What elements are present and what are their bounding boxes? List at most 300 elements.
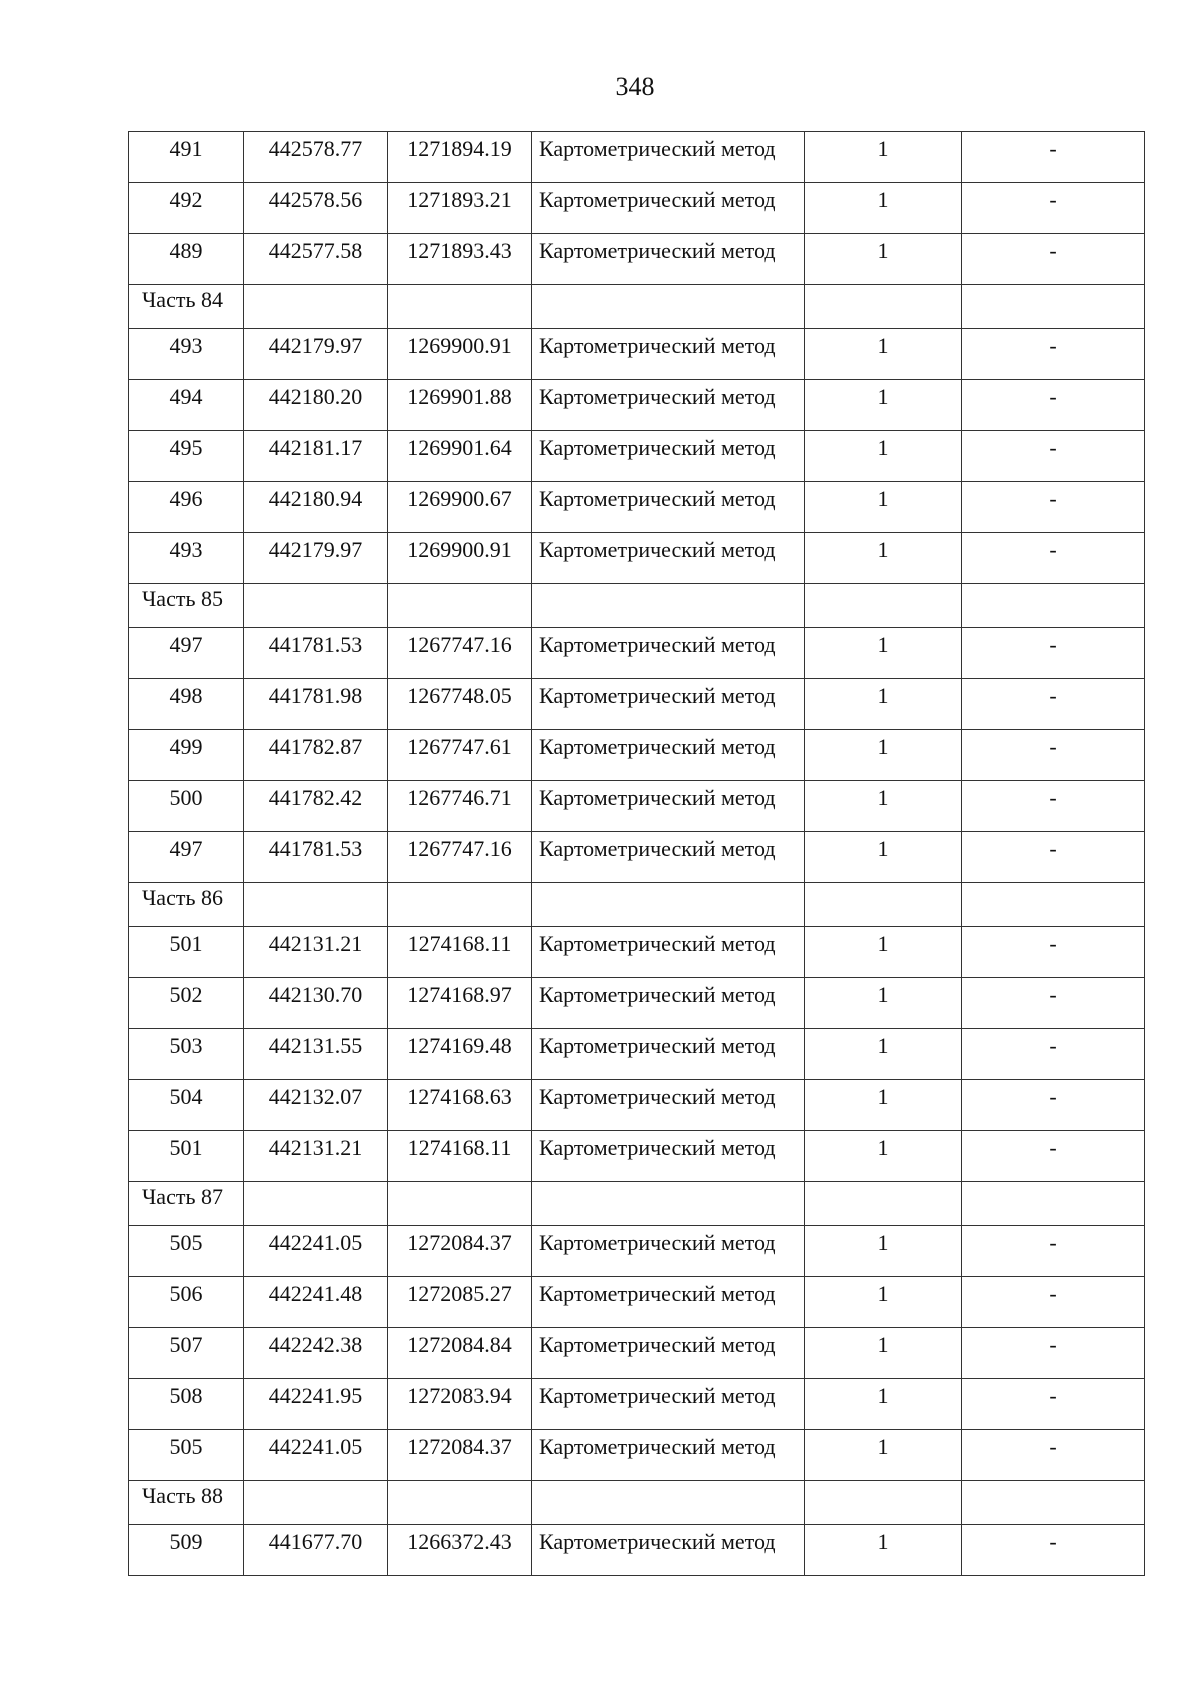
point-number-cell <box>129 1430 244 1481</box>
empty-cell <box>388 1481 532 1525</box>
x-coordinate-cell <box>244 329 388 380</box>
y-coordinate-cell <box>388 234 532 285</box>
y-coordinate-text: 1272084.37 <box>407 1230 512 1255</box>
table-body <box>129 132 1145 1576</box>
y-coordinate-cell <box>388 978 532 1029</box>
method-text: Картометрический метод <box>539 384 776 409</box>
accuracy-text: 1 <box>877 683 889 708</box>
method-cell <box>532 431 805 482</box>
y-coordinate-text: 1274168.11 <box>407 1135 512 1160</box>
page-number: 348 <box>615 72 655 101</box>
accuracy-cell <box>805 1379 962 1430</box>
y-coordinate-text: 1271893.43 <box>407 238 512 263</box>
empty-cell <box>962 285 1145 329</box>
point-number-cell <box>129 1226 244 1277</box>
method-cell <box>532 978 805 1029</box>
note-text: - <box>1049 836 1057 861</box>
accuracy-text: 1 <box>877 435 889 460</box>
empty-cell <box>244 584 388 628</box>
y-coordinate-cell <box>388 1379 532 1430</box>
x-coordinate-cell <box>244 1277 388 1328</box>
table-row <box>129 482 1145 533</box>
note-cell <box>962 1430 1145 1481</box>
accuracy-text: 1 <box>877 1230 889 1255</box>
x-coordinate-text: 442132.07 <box>268 1084 363 1109</box>
empty-cell <box>532 1182 805 1226</box>
x-coordinate-cell <box>244 927 388 978</box>
empty-cell <box>532 883 805 927</box>
empty-cell <box>388 883 532 927</box>
y-coordinate-text: 1267748.05 <box>407 683 512 708</box>
method-text: Картометрический метод <box>539 486 776 511</box>
accuracy-cell <box>805 1226 962 1277</box>
coordinates-table <box>128 131 1145 1576</box>
method-cell <box>532 730 805 781</box>
note-cell <box>962 132 1145 183</box>
point-number-cell <box>129 132 244 183</box>
y-coordinate-cell <box>388 1277 532 1328</box>
accuracy-text: 1 <box>877 982 889 1007</box>
accuracy-cell <box>805 329 962 380</box>
method-text: Картометрический метод <box>539 683 776 708</box>
note-text: - <box>1049 1230 1057 1255</box>
method-text: Картометрический метод <box>539 785 776 810</box>
x-coordinate-text: 442241.48 <box>268 1281 363 1306</box>
x-coordinate-text: 442179.97 <box>268 537 363 562</box>
method-cell <box>532 1430 805 1481</box>
point-number-cell <box>129 329 244 380</box>
y-coordinate-cell <box>388 927 532 978</box>
method-cell <box>532 781 805 832</box>
x-coordinate-cell <box>244 533 388 584</box>
empty-cell <box>962 883 1145 927</box>
x-coordinate-text: 442131.21 <box>268 1135 363 1160</box>
note-cell <box>962 1328 1145 1379</box>
note-text: - <box>1049 1383 1057 1408</box>
point-number-text: 498 <box>169 683 203 708</box>
x-coordinate-cell <box>244 832 388 883</box>
method-text: Картометрический метод <box>539 187 776 212</box>
method-cell <box>532 1080 805 1131</box>
note-cell <box>962 183 1145 234</box>
note-text: - <box>1049 1332 1057 1357</box>
table-row <box>129 234 1145 285</box>
point-number-cell <box>129 234 244 285</box>
x-coordinate-cell <box>244 431 388 482</box>
point-number-text: 495 <box>169 435 203 460</box>
note-text: - <box>1049 1084 1057 1109</box>
y-coordinate-cell <box>388 781 532 832</box>
accuracy-text: 1 <box>877 1281 889 1306</box>
note-cell <box>962 482 1145 533</box>
part-label-cell <box>129 285 244 329</box>
empty-cell <box>805 285 962 329</box>
accuracy-cell <box>805 978 962 1029</box>
method-cell <box>532 1277 805 1328</box>
note-text: - <box>1049 982 1057 1007</box>
y-coordinate-text: 1272084.37 <box>407 1434 512 1459</box>
point-number-cell <box>129 431 244 482</box>
method-text: Картометрический метод <box>539 1434 776 1459</box>
table-row <box>129 329 1145 380</box>
table-row <box>129 533 1145 584</box>
point-number-text: 507 <box>169 1332 203 1357</box>
accuracy-cell <box>805 132 962 183</box>
part-header-row <box>129 584 1145 628</box>
accuracy-text: 1 <box>877 1332 889 1357</box>
x-coordinate-cell <box>244 1131 388 1182</box>
x-coordinate-cell <box>244 1430 388 1481</box>
y-coordinate-text: 1274168.11 <box>407 931 512 956</box>
note-text: - <box>1049 1135 1057 1160</box>
y-coordinate-cell <box>388 1226 532 1277</box>
empty-cell <box>532 584 805 628</box>
point-number-text: 497 <box>169 836 203 861</box>
accuracy-text: 1 <box>877 1529 889 1554</box>
point-number-cell <box>129 1029 244 1080</box>
note-cell <box>962 1029 1145 1080</box>
empty-cell <box>244 1182 388 1226</box>
table-row <box>129 1226 1145 1277</box>
table-row <box>129 781 1145 832</box>
note-cell <box>962 234 1145 285</box>
x-coordinate-text: 442179.97 <box>268 333 363 358</box>
table-row <box>129 679 1145 730</box>
method-cell <box>532 927 805 978</box>
x-coordinate-text: 442180.20 <box>268 384 363 409</box>
y-coordinate-cell <box>388 1080 532 1131</box>
method-text: Картометрический метод <box>539 982 776 1007</box>
y-coordinate-text: 1271893.21 <box>407 187 512 212</box>
accuracy-text: 1 <box>877 537 889 562</box>
x-coordinate-cell <box>244 380 388 431</box>
y-coordinate-cell <box>388 679 532 730</box>
point-number-cell <box>129 978 244 1029</box>
x-coordinate-text: 442242.38 <box>268 1332 363 1357</box>
y-coordinate-cell <box>388 329 532 380</box>
x-coordinate-cell <box>244 1328 388 1379</box>
accuracy-text: 1 <box>877 632 889 657</box>
note-text: - <box>1049 785 1057 810</box>
empty-cell <box>805 1481 962 1525</box>
y-coordinate-text: 1272085.27 <box>407 1281 512 1306</box>
part-label-cell <box>129 1481 244 1525</box>
note-cell <box>962 1277 1145 1328</box>
point-number-cell <box>129 1328 244 1379</box>
accuracy-cell <box>805 628 962 679</box>
point-number-text: 501 <box>169 1135 203 1160</box>
x-coordinate-text: 442131.55 <box>268 1033 363 1058</box>
x-coordinate-text: 441781.53 <box>268 836 363 861</box>
x-coordinate-cell <box>244 132 388 183</box>
note-cell <box>962 679 1145 730</box>
point-number-cell <box>129 1080 244 1131</box>
empty-cell <box>532 285 805 329</box>
point-number-cell <box>129 679 244 730</box>
method-text: Картометрический метод <box>539 1135 776 1160</box>
note-text: - <box>1049 1434 1057 1459</box>
y-coordinate-text: 1269900.91 <box>407 333 512 358</box>
method-text: Картометрический метод <box>539 537 776 562</box>
x-coordinate-cell <box>244 234 388 285</box>
y-coordinate-cell <box>388 482 532 533</box>
x-coordinate-cell <box>244 978 388 1029</box>
accuracy-cell <box>805 234 962 285</box>
x-coordinate-cell <box>244 628 388 679</box>
part-label: Часть 86 <box>142 885 223 910</box>
y-coordinate-text: 1269901.88 <box>407 384 512 409</box>
method-cell <box>532 1328 805 1379</box>
note-text: - <box>1049 537 1057 562</box>
y-coordinate-cell <box>388 628 532 679</box>
point-number-cell <box>129 1525 244 1576</box>
empty-cell <box>962 1182 1145 1226</box>
point-number-text: 509 <box>169 1529 203 1554</box>
y-coordinate-text: 1272084.84 <box>407 1332 512 1357</box>
note-cell <box>962 1525 1145 1576</box>
point-number-cell <box>129 1379 244 1430</box>
x-coordinate-cell <box>244 679 388 730</box>
accuracy-text: 1 <box>877 1383 889 1408</box>
point-number-text: 503 <box>169 1033 203 1058</box>
point-number-text: 492 <box>169 187 203 212</box>
y-coordinate-text: 1274169.48 <box>407 1033 512 1058</box>
note-text: - <box>1049 734 1057 759</box>
note-cell <box>962 1080 1145 1131</box>
x-coordinate-cell <box>244 781 388 832</box>
y-coordinate-cell <box>388 1430 532 1481</box>
note-cell <box>962 380 1145 431</box>
accuracy-cell <box>805 183 962 234</box>
point-number-text: 502 <box>169 982 203 1007</box>
accuracy-text: 1 <box>877 333 889 358</box>
x-coordinate-text: 442241.05 <box>268 1434 363 1459</box>
point-number-text: 499 <box>169 734 203 759</box>
table-row <box>129 183 1145 234</box>
y-coordinate-text: 1269900.91 <box>407 537 512 562</box>
y-coordinate-cell <box>388 1328 532 1379</box>
method-text: Картометрический метод <box>539 1230 776 1255</box>
table-row <box>129 380 1145 431</box>
point-number-text: 505 <box>169 1230 203 1255</box>
method-text: Картометрический метод <box>539 1084 776 1109</box>
point-number-cell <box>129 781 244 832</box>
part-label-cell <box>129 584 244 628</box>
table-row <box>129 927 1145 978</box>
part-label: Часть 85 <box>142 586 223 611</box>
point-number-text: 500 <box>169 785 203 810</box>
note-text: - <box>1049 1281 1057 1306</box>
method-text: Картометрический метод <box>539 1033 776 1058</box>
accuracy-text: 1 <box>877 238 889 263</box>
method-cell <box>532 329 805 380</box>
accuracy-text: 1 <box>877 1033 889 1058</box>
point-number-text: 493 <box>169 333 203 358</box>
y-coordinate-cell <box>388 183 532 234</box>
y-coordinate-cell <box>388 1131 532 1182</box>
accuracy-text: 1 <box>877 384 889 409</box>
point-number-cell <box>129 533 244 584</box>
y-coordinate-text: 1274168.63 <box>407 1084 512 1109</box>
table-row <box>129 132 1145 183</box>
x-coordinate-text: 442241.95 <box>268 1383 363 1408</box>
y-coordinate-cell <box>388 1029 532 1080</box>
method-text: Картометрический метод <box>539 1529 776 1554</box>
table-row <box>129 431 1145 482</box>
x-coordinate-text: 442577.58 <box>268 238 363 263</box>
method-cell <box>532 533 805 584</box>
accuracy-text: 1 <box>877 1434 889 1459</box>
accuracy-text: 1 <box>877 136 889 161</box>
x-coordinate-text: 441782.42 <box>268 785 363 810</box>
x-coordinate-text: 442578.56 <box>268 187 363 212</box>
method-text: Картометрический метод <box>539 1383 776 1408</box>
point-number-cell <box>129 628 244 679</box>
x-coordinate-text: 441677.70 <box>268 1529 363 1554</box>
table-row <box>129 628 1145 679</box>
method-text: Картометрический метод <box>539 931 776 956</box>
method-cell <box>532 1525 805 1576</box>
accuracy-cell <box>805 679 962 730</box>
y-coordinate-text: 1269901.64 <box>407 435 512 460</box>
x-coordinate-text: 441781.98 <box>268 683 363 708</box>
x-coordinate-text: 442131.21 <box>268 931 363 956</box>
point-number-cell <box>129 482 244 533</box>
method-cell <box>532 1131 805 1182</box>
empty-cell <box>244 883 388 927</box>
table-row <box>129 1080 1145 1131</box>
note-text: - <box>1049 435 1057 460</box>
note-text: - <box>1049 136 1057 161</box>
y-coordinate-cell <box>388 832 532 883</box>
point-number-text: 489 <box>169 238 203 263</box>
table-row <box>129 1430 1145 1481</box>
note-text: - <box>1049 333 1057 358</box>
accuracy-cell <box>805 927 962 978</box>
point-number-text: 493 <box>169 537 203 562</box>
part-header-row <box>129 1481 1145 1525</box>
table-row <box>129 730 1145 781</box>
point-number-text: 504 <box>169 1084 203 1109</box>
accuracy-cell <box>805 380 962 431</box>
accuracy-cell <box>805 1029 962 1080</box>
point-number-text: 501 <box>169 931 203 956</box>
accuracy-cell <box>805 431 962 482</box>
note-text: - <box>1049 1033 1057 1058</box>
part-header-row <box>129 883 1145 927</box>
point-number-text: 491 <box>169 136 203 161</box>
note-text: - <box>1049 931 1057 956</box>
accuracy-text: 1 <box>877 1084 889 1109</box>
x-coordinate-text: 442241.05 <box>268 1230 363 1255</box>
accuracy-text: 1 <box>877 486 889 511</box>
x-coordinate-cell <box>244 1029 388 1080</box>
accuracy-cell <box>805 482 962 533</box>
y-coordinate-cell <box>388 730 532 781</box>
method-cell <box>532 832 805 883</box>
y-coordinate-text: 1269900.67 <box>407 486 512 511</box>
note-cell <box>962 978 1145 1029</box>
point-number-cell <box>129 1131 244 1182</box>
x-coordinate-text: 441781.53 <box>268 632 363 657</box>
accuracy-cell <box>805 1430 962 1481</box>
point-number-cell <box>129 380 244 431</box>
note-cell <box>962 781 1145 832</box>
note-cell <box>962 1379 1145 1430</box>
part-label: Часть 88 <box>142 1483 223 1508</box>
y-coordinate-text: 1274168.97 <box>407 982 512 1007</box>
note-text: - <box>1049 632 1057 657</box>
y-coordinate-cell <box>388 380 532 431</box>
method-text: Картометрический метод <box>539 1332 776 1357</box>
y-coordinate-cell <box>388 132 532 183</box>
table-row <box>129 832 1145 883</box>
table-row <box>129 1328 1145 1379</box>
method-text: Картометрический метод <box>539 435 776 460</box>
point-number-cell <box>129 927 244 978</box>
y-coordinate-cell <box>388 1525 532 1576</box>
note-cell <box>962 832 1145 883</box>
x-coordinate-cell <box>244 1226 388 1277</box>
method-cell <box>532 132 805 183</box>
x-coordinate-text: 442181.17 <box>268 435 363 460</box>
empty-cell <box>244 1481 388 1525</box>
table-row <box>129 978 1145 1029</box>
point-number-cell <box>129 1277 244 1328</box>
point-number-cell <box>129 730 244 781</box>
accuracy-text: 1 <box>877 836 889 861</box>
x-coordinate-cell <box>244 183 388 234</box>
method-text: Картометрический метод <box>539 136 776 161</box>
accuracy-cell <box>805 1131 962 1182</box>
note-text: - <box>1049 486 1057 511</box>
part-header-row <box>129 285 1145 329</box>
point-number-text: 506 <box>169 1281 203 1306</box>
y-coordinate-text: 1272083.94 <box>407 1383 512 1408</box>
note-text: - <box>1049 238 1057 263</box>
part-label-cell <box>129 883 244 927</box>
table-row <box>129 1131 1145 1182</box>
accuracy-cell <box>805 1328 962 1379</box>
x-coordinate-cell <box>244 730 388 781</box>
note-text: - <box>1049 1529 1057 1554</box>
table-row <box>129 1525 1145 1576</box>
part-label: Часть 87 <box>142 1184 223 1209</box>
accuracy-text: 1 <box>877 187 889 212</box>
note-text: - <box>1049 683 1057 708</box>
empty-cell <box>388 285 532 329</box>
table-row <box>129 1277 1145 1328</box>
y-coordinate-text: 1267747.61 <box>407 734 512 759</box>
y-coordinate-text: 1266372.43 <box>407 1529 512 1554</box>
method-text: Картометрический метод <box>539 333 776 358</box>
point-number-text: 497 <box>169 632 203 657</box>
part-label: Часть 84 <box>142 287 223 312</box>
method-text: Картометрический метод <box>539 632 776 657</box>
y-coordinate-text: 1267747.16 <box>407 836 512 861</box>
method-cell <box>532 628 805 679</box>
point-number-text: 496 <box>169 486 203 511</box>
y-coordinate-text: 1267747.16 <box>407 632 512 657</box>
method-cell <box>532 1379 805 1430</box>
accuracy-cell <box>805 1277 962 1328</box>
note-cell <box>962 1131 1145 1182</box>
method-text: Картометрический метод <box>539 238 776 263</box>
note-cell <box>962 533 1145 584</box>
accuracy-cell <box>805 1525 962 1576</box>
empty-cell <box>805 883 962 927</box>
method-cell <box>532 234 805 285</box>
